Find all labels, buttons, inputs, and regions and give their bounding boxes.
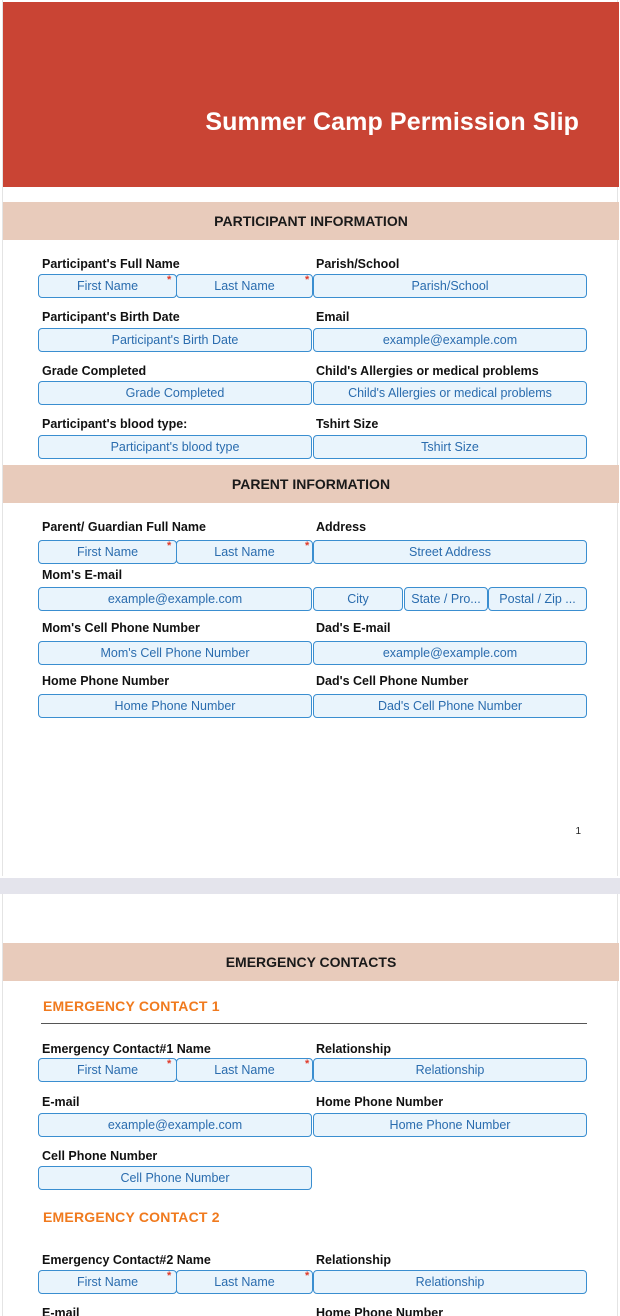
parent-full-name-label: Parent/ Guardian Full Name: [42, 520, 206, 534]
participant-birth-date-input[interactable]: Participant's Birth Date: [38, 328, 312, 352]
emergency1-home-phone-input[interactable]: Home Phone Number: [313, 1113, 587, 1137]
form-title: Summer Camp Permission Slip: [205, 108, 579, 136]
required-marker: *: [167, 1270, 172, 1282]
emergency2-last-name-input[interactable]: Last Name: [176, 1270, 313, 1294]
emergency1-email-label: E-mail: [42, 1095, 80, 1109]
dad-email-input[interactable]: example@example.com: [313, 641, 587, 665]
required-marker: *: [167, 1058, 172, 1070]
emergency-contact-2-heading: EMERGENCY CONTACT 2: [43, 1209, 220, 1225]
emergency1-email-input[interactable]: example@example.com: [38, 1113, 312, 1137]
form-page-1: [2, 0, 618, 876]
blood-type-input[interactable]: Participant's blood type: [38, 435, 312, 459]
parent-first-name-input[interactable]: First Name: [38, 540, 177, 564]
grade-completed-label: Grade Completed: [42, 364, 147, 378]
emergency2-first-name-input[interactable]: First Name: [38, 1270, 177, 1294]
section-participant-information: PARTICIPANT INFORMATION: [3, 202, 619, 240]
home-phone-label: Home Phone Number: [42, 674, 170, 688]
emergency2-home-phone-label: Home Phone Number: [316, 1306, 444, 1316]
participant-birth-date-label: Participant's Birth Date: [42, 310, 180, 324]
participant-last-name-input[interactable]: Last Name: [176, 274, 313, 298]
city-input[interactable]: City: [313, 587, 403, 611]
parish-school-label: Parish/School: [316, 257, 400, 271]
emergency1-first-name-input[interactable]: First Name: [38, 1058, 177, 1082]
blood-type-label: Participant's blood type:: [42, 417, 188, 431]
form-page-2: [2, 894, 618, 1316]
street-address-input[interactable]: Street Address: [313, 540, 587, 564]
participant-email-input[interactable]: example@example.com: [313, 328, 587, 352]
page-number: 1: [575, 826, 581, 837]
emergency1-cell-input[interactable]: Cell Phone Number: [38, 1166, 312, 1190]
form-header: [3, 2, 619, 187]
required-marker: *: [167, 274, 172, 286]
dad-cell-label: Dad's Cell Phone Number: [316, 674, 469, 688]
required-marker: *: [305, 274, 310, 286]
allergies-input[interactable]: Child's Allergies or medical problems: [313, 381, 587, 405]
grade-completed-input[interactable]: Grade Completed: [38, 381, 312, 405]
required-marker: *: [305, 540, 310, 552]
emergency1-home-phone-label: Home Phone Number: [316, 1095, 444, 1109]
emergency2-email-label: E-mail: [42, 1306, 80, 1316]
postal-zip-input[interactable]: Postal / Zip ...: [488, 587, 587, 611]
emergency1-last-name-input[interactable]: Last Name: [176, 1058, 313, 1082]
parent-last-name-input[interactable]: Last Name: [176, 540, 313, 564]
dad-cell-input[interactable]: Dad's Cell Phone Number: [313, 694, 587, 718]
emergency1-name-label: Emergency Contact#1 Name: [42, 1042, 211, 1056]
emergency-contact-1-heading: EMERGENCY CONTACT 1: [43, 998, 220, 1014]
address-label: Address: [316, 520, 367, 534]
required-marker: *: [305, 1270, 310, 1282]
emergency1-relationship-label: Relationship: [316, 1042, 392, 1056]
dad-email-label: Dad's E-mail: [316, 621, 391, 635]
home-phone-input[interactable]: Home Phone Number: [38, 694, 312, 718]
mom-cell-label: Mom's Cell Phone Number: [42, 621, 200, 635]
required-marker: *: [167, 540, 172, 552]
required-marker: *: [305, 1058, 310, 1070]
emergency2-relationship-input[interactable]: Relationship: [313, 1270, 587, 1294]
section-emergency-contacts: EMERGENCY CONTACTS: [3, 943, 619, 981]
page-separator: [0, 878, 620, 894]
emergency1-relationship-input[interactable]: Relationship: [313, 1058, 587, 1082]
participant-full-name-label: Participant's Full Name: [42, 257, 180, 271]
emergency2-relationship-label: Relationship: [316, 1253, 392, 1267]
mom-cell-input[interactable]: Mom's Cell Phone Number: [38, 641, 312, 665]
participant-email-label: Email: [316, 310, 350, 324]
emergency1-cell-label: Cell Phone Number: [42, 1149, 158, 1163]
allergies-label: Child's Allergies or medical problems: [316, 364, 539, 378]
parish-school-input[interactable]: Parish/School: [313, 274, 587, 298]
divider: [41, 1023, 587, 1024]
participant-first-name-input[interactable]: First Name: [38, 274, 177, 298]
emergency2-name-label: Emergency Contact#2 Name: [42, 1253, 211, 1267]
mom-email-label: Mom's E-mail: [42, 568, 123, 582]
state-province-input[interactable]: State / Pro...: [404, 587, 488, 611]
tshirt-size-label: Tshirt Size: [316, 417, 379, 431]
tshirt-size-input[interactable]: Tshirt Size: [313, 435, 587, 459]
mom-email-input[interactable]: example@example.com: [38, 587, 312, 611]
section-parent-information: PARENT INFORMATION: [3, 465, 619, 503]
